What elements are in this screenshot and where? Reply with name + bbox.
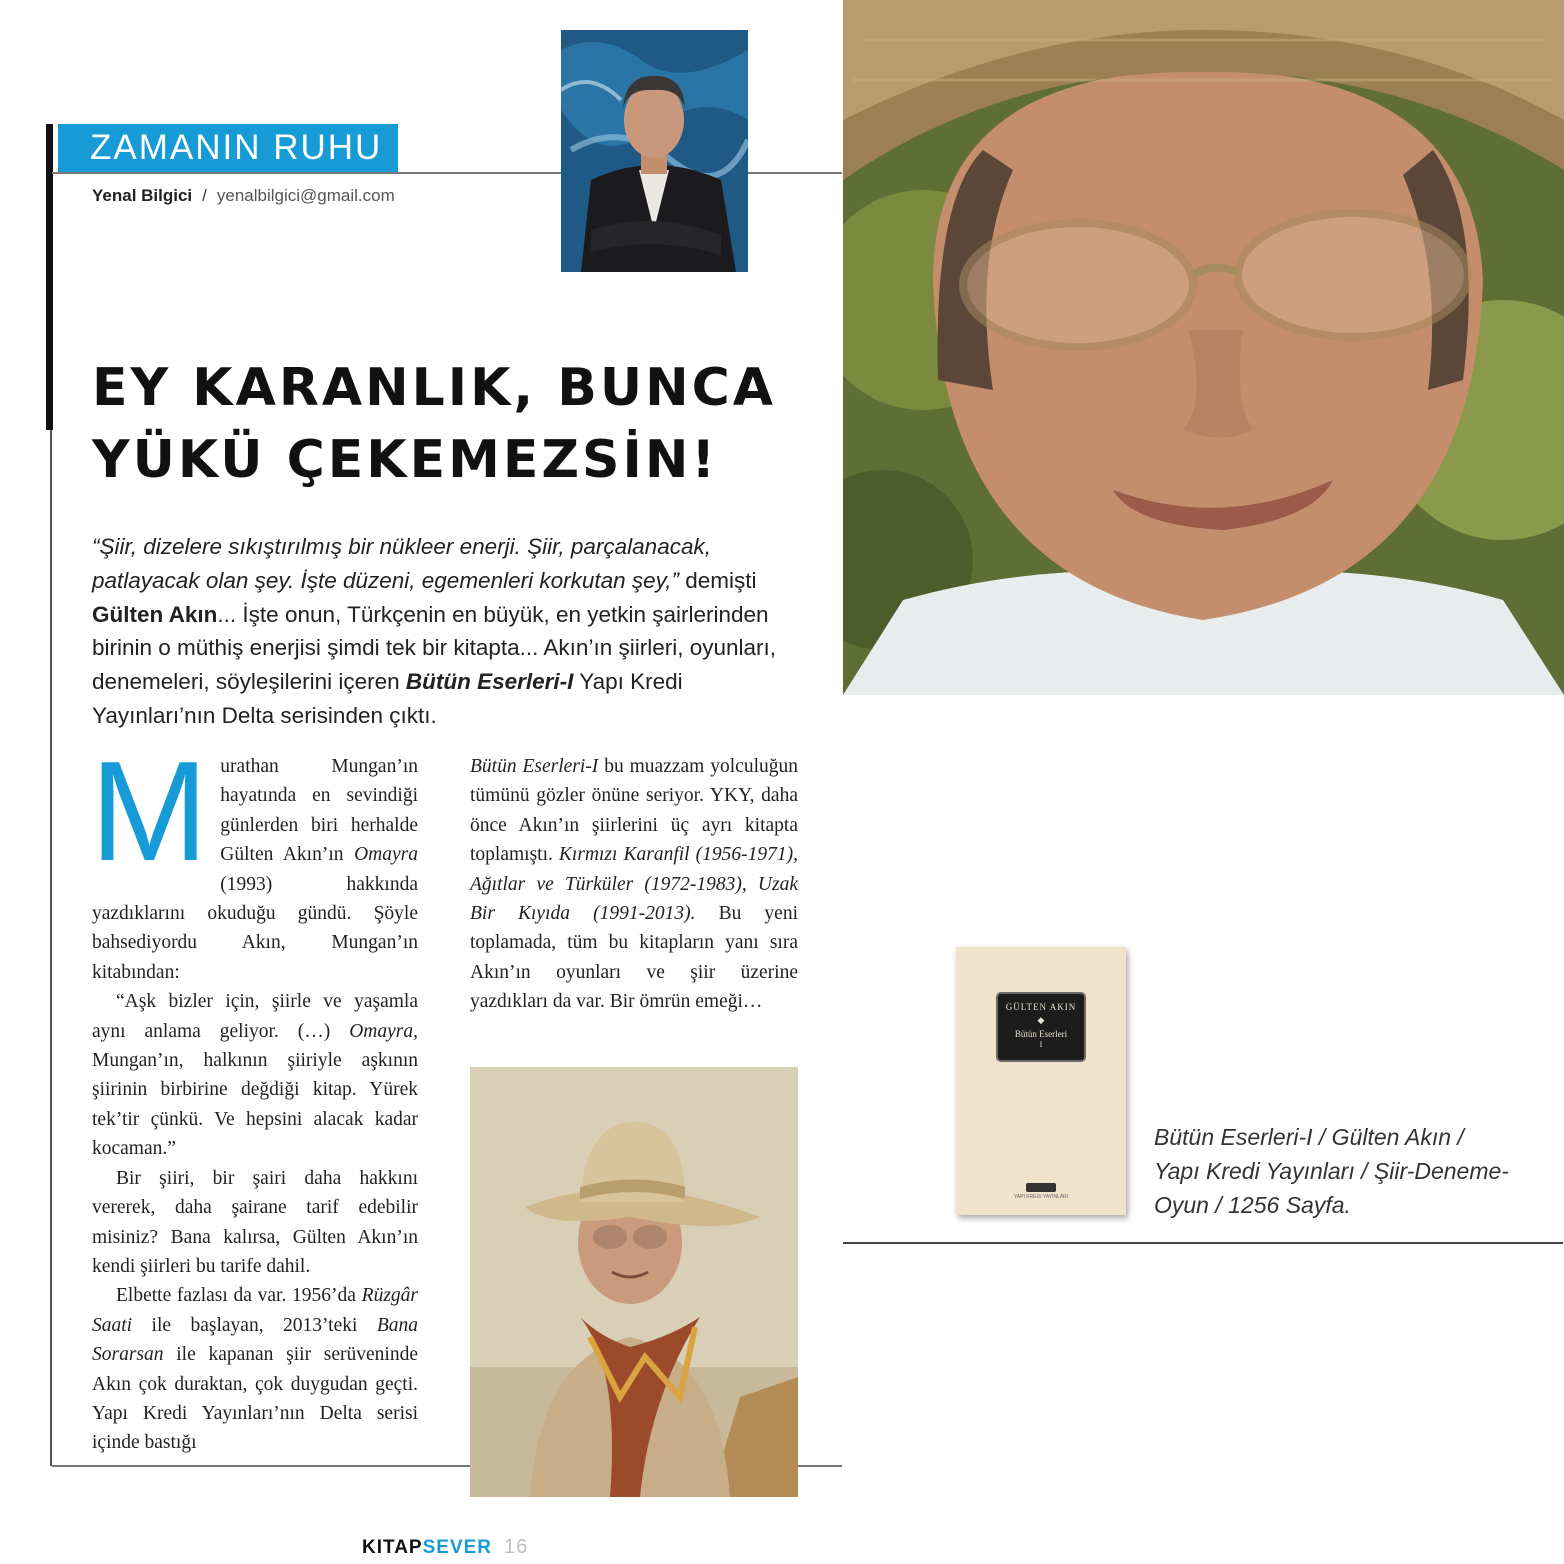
author-email[interactable]: yenalbilgici@gmail.com: [216, 186, 395, 205]
brand-name-part-2: SEVER: [422, 1537, 493, 1558]
lead-quote: “Şiir, dizelere sıkıştırılmış bir nükleer enerji. Şiir, parçalanacak, patlayacak olan şey. İşte düzeni, egemenleri korkutan şey,”: [92, 534, 711, 593]
book-cover-label: [996, 992, 1086, 1062]
lead-text: demişti: [678, 567, 757, 593]
lead-paragraph: [92, 530, 804, 733]
book-cover-title: Bütün Eserleri: [1014, 1029, 1068, 1039]
byline: [92, 186, 395, 206]
byline-separator: /: [202, 186, 207, 205]
body-column-2: [470, 752, 798, 1017]
footer: [362, 1536, 528, 1559]
poet-photo-small: [470, 1067, 798, 1497]
publisher-logo-icon: [1026, 1183, 1056, 1192]
paragraph: Bir şiiri, bir şairi daha hakkını vererek, daha şairane tarif edebilir misiniz? Bana kalırsa, Gülten Akın’ın kendi şiirleri bu tarife dahil.: [92, 1167, 418, 1277]
book-title: Bütün Eserleri-I: [405, 669, 574, 695]
author-photo: [561, 30, 748, 272]
book-cover-volume: I: [1039, 1040, 1043, 1049]
caption-line: Yapı Kredi Yayınları / Şiir-Deneme-: [1154, 1158, 1509, 1184]
caption-line: Bütün Eserleri-I / Gülten Akın /: [1154, 1124, 1464, 1150]
headline: [92, 352, 822, 496]
lead-text: ... İşte onun, Türkçenin en büyük, en yetkin şairlerinden birinin o müthiş enerjisi şimdi tek bir kitapta... Akın’ın şiirleri, oyunları, denemeleri, söyleşilerini içeren: [92, 601, 777, 695]
paragraph: “Aşk bizler için, şiirle ve yaşamla aynı anlama geliyor. (…) Omayra, Mungan’ın, halkının şiiriyle aşkının şiirinin birbirine değdiği kitap. Yürek tek’tir çünkü. Ve hepsini alacak kadar kocaman.”: [92, 991, 418, 1160]
diamond-icon: ◆: [1037, 1015, 1045, 1025]
headline-line-1: EY KARANLIK, BUNCA: [92, 358, 777, 418]
left-frame-line: [50, 430, 52, 1466]
body-column-1: [90, 732, 418, 1458]
page-number: 16: [504, 1536, 529, 1558]
book-cover: [956, 947, 1126, 1215]
paragraph: Bütün Eserleri-I bu muazzam yolculuğun tümünü gözler önüne seriyor. YKY, daha önce Akın’ın şiirlerini üç ayrı kitapta toplamıştı. Kırmızı Karanfil (1956-1971), Ağıtlar ve Türküler (1972-1983), Uzak Bir Kıyıda (1991-2013). Bu yeni toplamada, tüm bu kitapların yanı sıra Akın’ın oyunları ve şiir üzerine yazdıkları da var. Bir ömrün emeği…: [470, 756, 799, 1013]
book-cover-publisher: YAPI KREDI YAYINLARI: [1013, 1194, 1069, 1200]
author-name: Yenal Bilgici: [92, 186, 193, 205]
caption-line: Oyun / 1256 Sayfa.: [1154, 1192, 1351, 1218]
drop-cap: M: [90, 732, 209, 891]
lead-text: Yapı Kredi Yayınları’nın Delta serisinden çıktı.: [92, 669, 683, 728]
headline-line-2: YÜKÜ ÇEKEMEZSİN!: [92, 430, 719, 490]
book-cover-author: GÜLTEN AKIN: [1005, 1002, 1077, 1012]
book-caption: [1154, 1120, 1554, 1222]
brand-name-part-1: KITAP: [362, 1537, 423, 1558]
poet-name: Gülten Akın: [92, 601, 218, 627]
poet-photo-large: [843, 0, 1564, 695]
left-accent-bar: [46, 124, 53, 430]
caption-rule: [843, 1242, 1563, 1244]
paragraph: urathan Mungan’ın hayatında en sevindiği günlerden biri herhalde Gülten Akın’ın Omayra (1993) hakkında yazdıklarını okuduğu gündü. Şöyle bahsediyordu Akın, Mungan’ın kitabından:: [92, 756, 418, 983]
section-tag: ZAMANIN RUHU: [58, 124, 398, 172]
paragraph: Elbette fazlası da var. 1956’da Rüzgâr Saati ile başlayan, 2013’teki Bana Sorarsan ile kapanan şiir serüveninde Akın çok duraktan, çok duygudan geçti. Yapı Kredi Yayınları’nın Delta serisi içinde bastığı: [92, 1285, 418, 1454]
